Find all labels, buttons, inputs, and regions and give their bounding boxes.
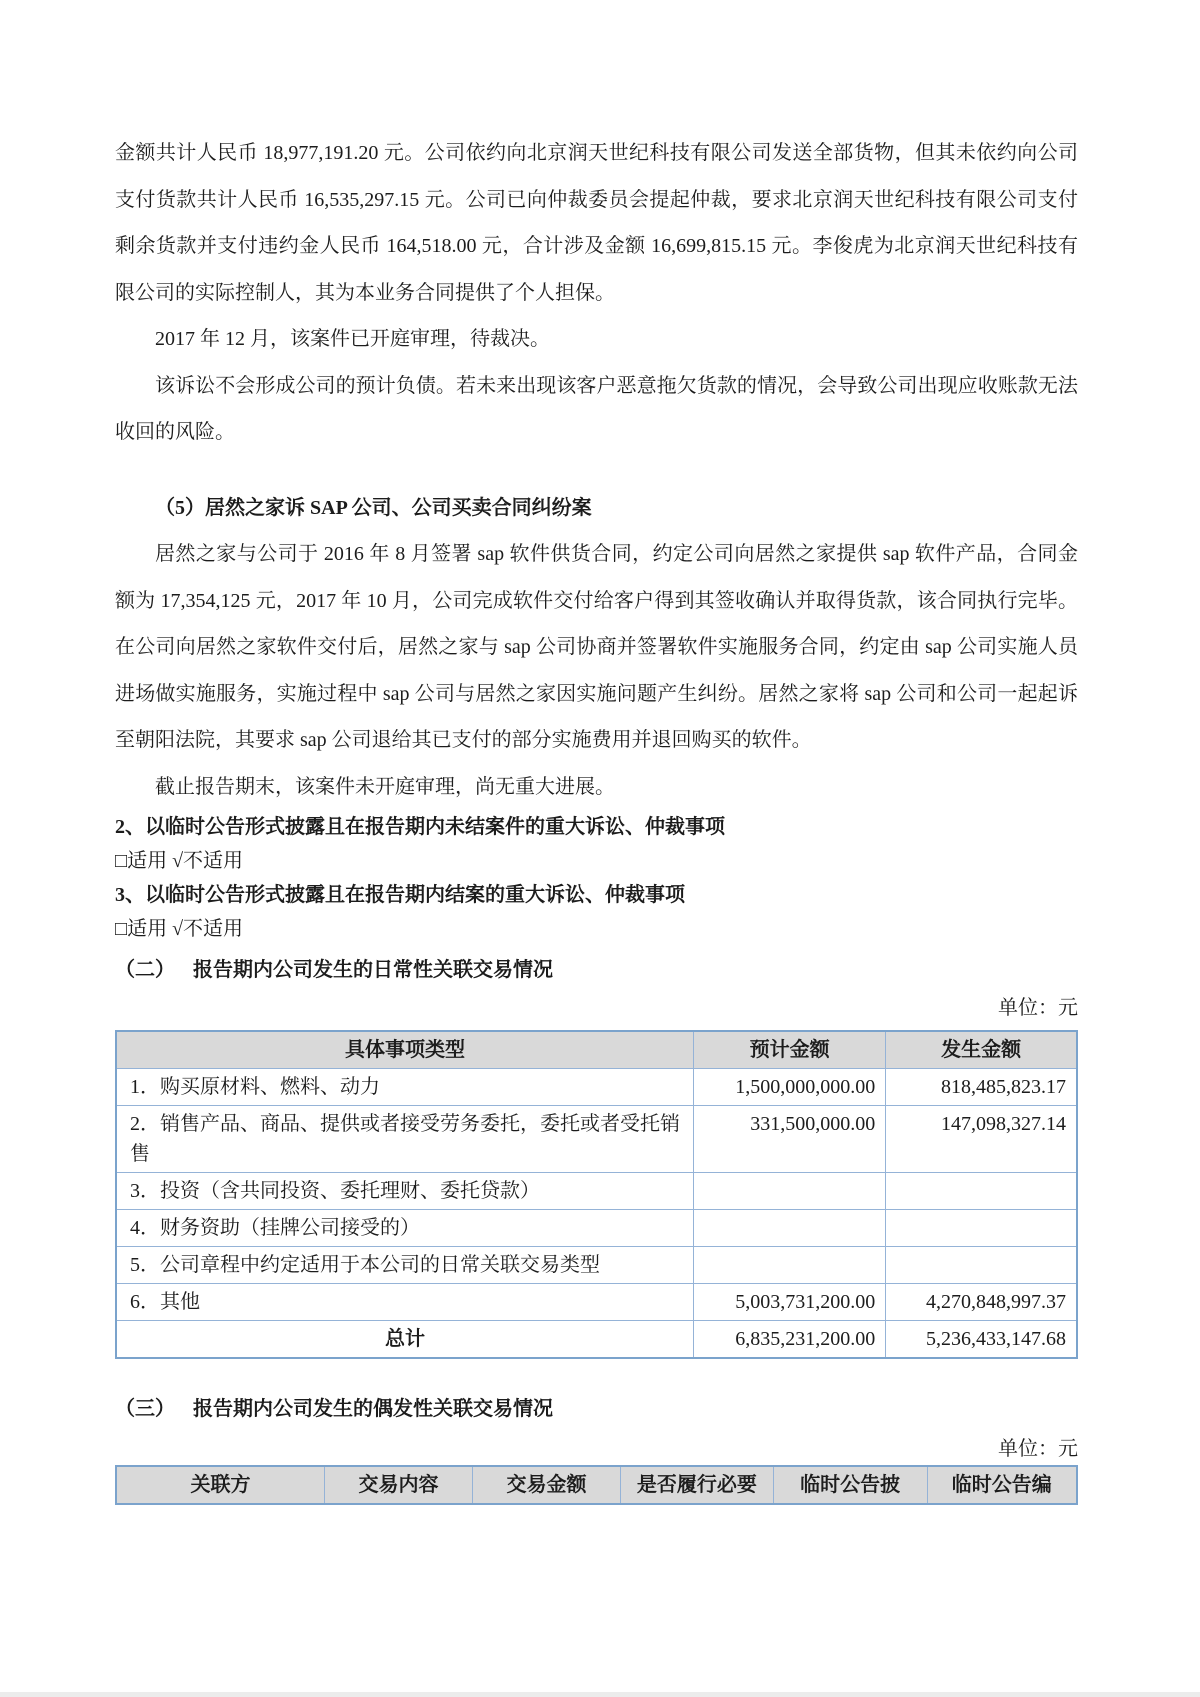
item2-heading: 2、以临时公告形式披露且在报告期内未结案件的重大诉讼、仲裁事项 (115, 816, 725, 838)
table-header-row (116, 1466, 1077, 1504)
column-header-type: 具体事项类型 (116, 1031, 694, 1069)
column-header-transaction-content: 交易内容 (325, 1466, 473, 1504)
row6-type: 6．其他 (116, 1284, 694, 1321)
column-header-announcement-disclosure: 临时公告披 (773, 1466, 927, 1504)
row1-expected: 1,500,000,000.00 (694, 1069, 886, 1106)
incidental-related-transactions-table (115, 1465, 1078, 1505)
row1-actual: 818,485,823.17 (886, 1069, 1077, 1106)
row6-actual: 4,270,848,997.37 (886, 1284, 1077, 1321)
row4-expected (694, 1210, 886, 1247)
daily-related-transactions-table (115, 1030, 1078, 1359)
page-bottom-separator (0, 1692, 1200, 1697)
section2-number: （二） (115, 959, 175, 981)
column-header-expected-amount: 预计金额 (694, 1031, 886, 1069)
row3-expected (694, 1173, 886, 1210)
table-header-row (116, 1031, 1077, 1069)
column-header-transaction-amount: 交易金额 (473, 1466, 621, 1504)
total-actual: 5,236,433,147.68 (886, 1321, 1077, 1359)
table-total-row (116, 1321, 1077, 1359)
column-header-actual-amount: 发生金额 (886, 1031, 1077, 1069)
table-row (116, 1247, 1077, 1284)
row5-type: 5．公司章程中约定适用于本公司的日常关联交易类型 (116, 1247, 694, 1284)
table-row (116, 1106, 1077, 1173)
table-row (116, 1173, 1077, 1210)
table-row (116, 1069, 1077, 1106)
paragraph-risk-note: 该诉讼不会形成公司的预计负债。若未来出现该客户恶意拖欠货款的情况，会导致公司出现应收账款无法收回的风险。 (115, 374, 1078, 443)
section2-title: 报告期内公司发生的日常性关联交易情况 (193, 959, 553, 981)
column-header-related-party: 关联方 (116, 1466, 325, 1504)
row1-type: 1．购买原材料、燃料、动力 (116, 1069, 694, 1106)
paragraph-case5-status: 截止报告期末，该案件未开庭审理，尚无重大进展。 (155, 775, 615, 798)
table-row (116, 1210, 1077, 1247)
section3-number: （三） (115, 1398, 175, 1420)
row5-actual (886, 1247, 1077, 1284)
unit-label-table2: 单位：元 (998, 1438, 1078, 1460)
table-row (116, 1284, 1077, 1321)
row4-actual (886, 1210, 1077, 1247)
total-expected: 6,835,231,200.00 (694, 1321, 886, 1359)
column-header-announcement-number: 临时公告编 (927, 1466, 1077, 1504)
row4-type: 4．财务资助（挂牌公司接受的） (116, 1210, 694, 1247)
row3-type: 3．投资（含共同投资、委托理财、委托贷款） (116, 1173, 694, 1210)
row5-expected (694, 1247, 886, 1284)
section3-heading (115, 1389, 1078, 1429)
column-header-procedure-performed: 是否履行必要 (621, 1466, 774, 1504)
total-label: 总计 (116, 1321, 694, 1359)
item3-heading: 3、以临时公告形式披露且在报告期内结案的重大诉讼、仲裁事项 (115, 884, 685, 906)
row2-type: 2．销售产品、商品、提供或者接受劳务委托，委托或者受托销售 (116, 1106, 694, 1173)
section2-heading (115, 950, 1078, 990)
item3-applicability: □适用 √不适用 (115, 918, 244, 940)
unit-label-table1: 单位：元 (998, 997, 1078, 1019)
row6-expected: 5,003,731,200.00 (694, 1284, 886, 1321)
paragraph-arbitration-case: 金额共计人民币 18,977,191.20 元。公司依约向北京润天世纪科技有限公司发送全部货物，但其未依约向公司支付货款共计人民币 16,535,297.15 元。公司已向仲裁委员会提起仲裁，要求北京润天世纪科技有限公司支付剩余货款并支付违约金人民币 164,518.00 元，合计涉及金额 16,699,815.15 元。李俊虎为北京润天世纪科技有限公司的实际控制人，其为本业务合同提供了个人担保。 (115, 142, 1078, 304)
case5-heading: （5）居然之家诉 SAP 公司、公司买卖合同纠纷案 (155, 496, 592, 519)
document-content (115, 130, 1078, 1505)
paragraph-case5-detail: 居然之家与公司于 2016 年 8 月签署 sap 软件供货合同，约定公司向居然之家提供 sap 软件产品，合同金额为 17,354,125 元，2017 年 10 月，公司完成软件交付给客户得到其签收确认并取得货款，该合同执行完毕。在公司向居然之家软件交付后，居然之家与 sap 公司协商并签署软件实施服务合同，约定由 sap 公司实施人员进场做实施服务，实施过程中 sap 公司与居然之家因实施问题产生纠纷。居然之家将 sap 公司和公司一起起诉至朝阳法院，其要求 sap 公司退给其已支付的部分实施费用并退回购买的软件。 (115, 543, 1078, 751)
section3-title: 报告期内公司发生的偶发性关联交易情况 (193, 1398, 553, 1420)
row2-expected: 331,500,000.00 (694, 1106, 886, 1173)
item2-applicability: □适用 √不适用 (115, 850, 244, 872)
row3-actual (886, 1173, 1077, 1210)
row2-actual: 147,098,327.14 (886, 1106, 1077, 1173)
paragraph-hearing-status: 2017 年 12 月，该案件已开庭审理，待裁决。 (155, 328, 550, 350)
